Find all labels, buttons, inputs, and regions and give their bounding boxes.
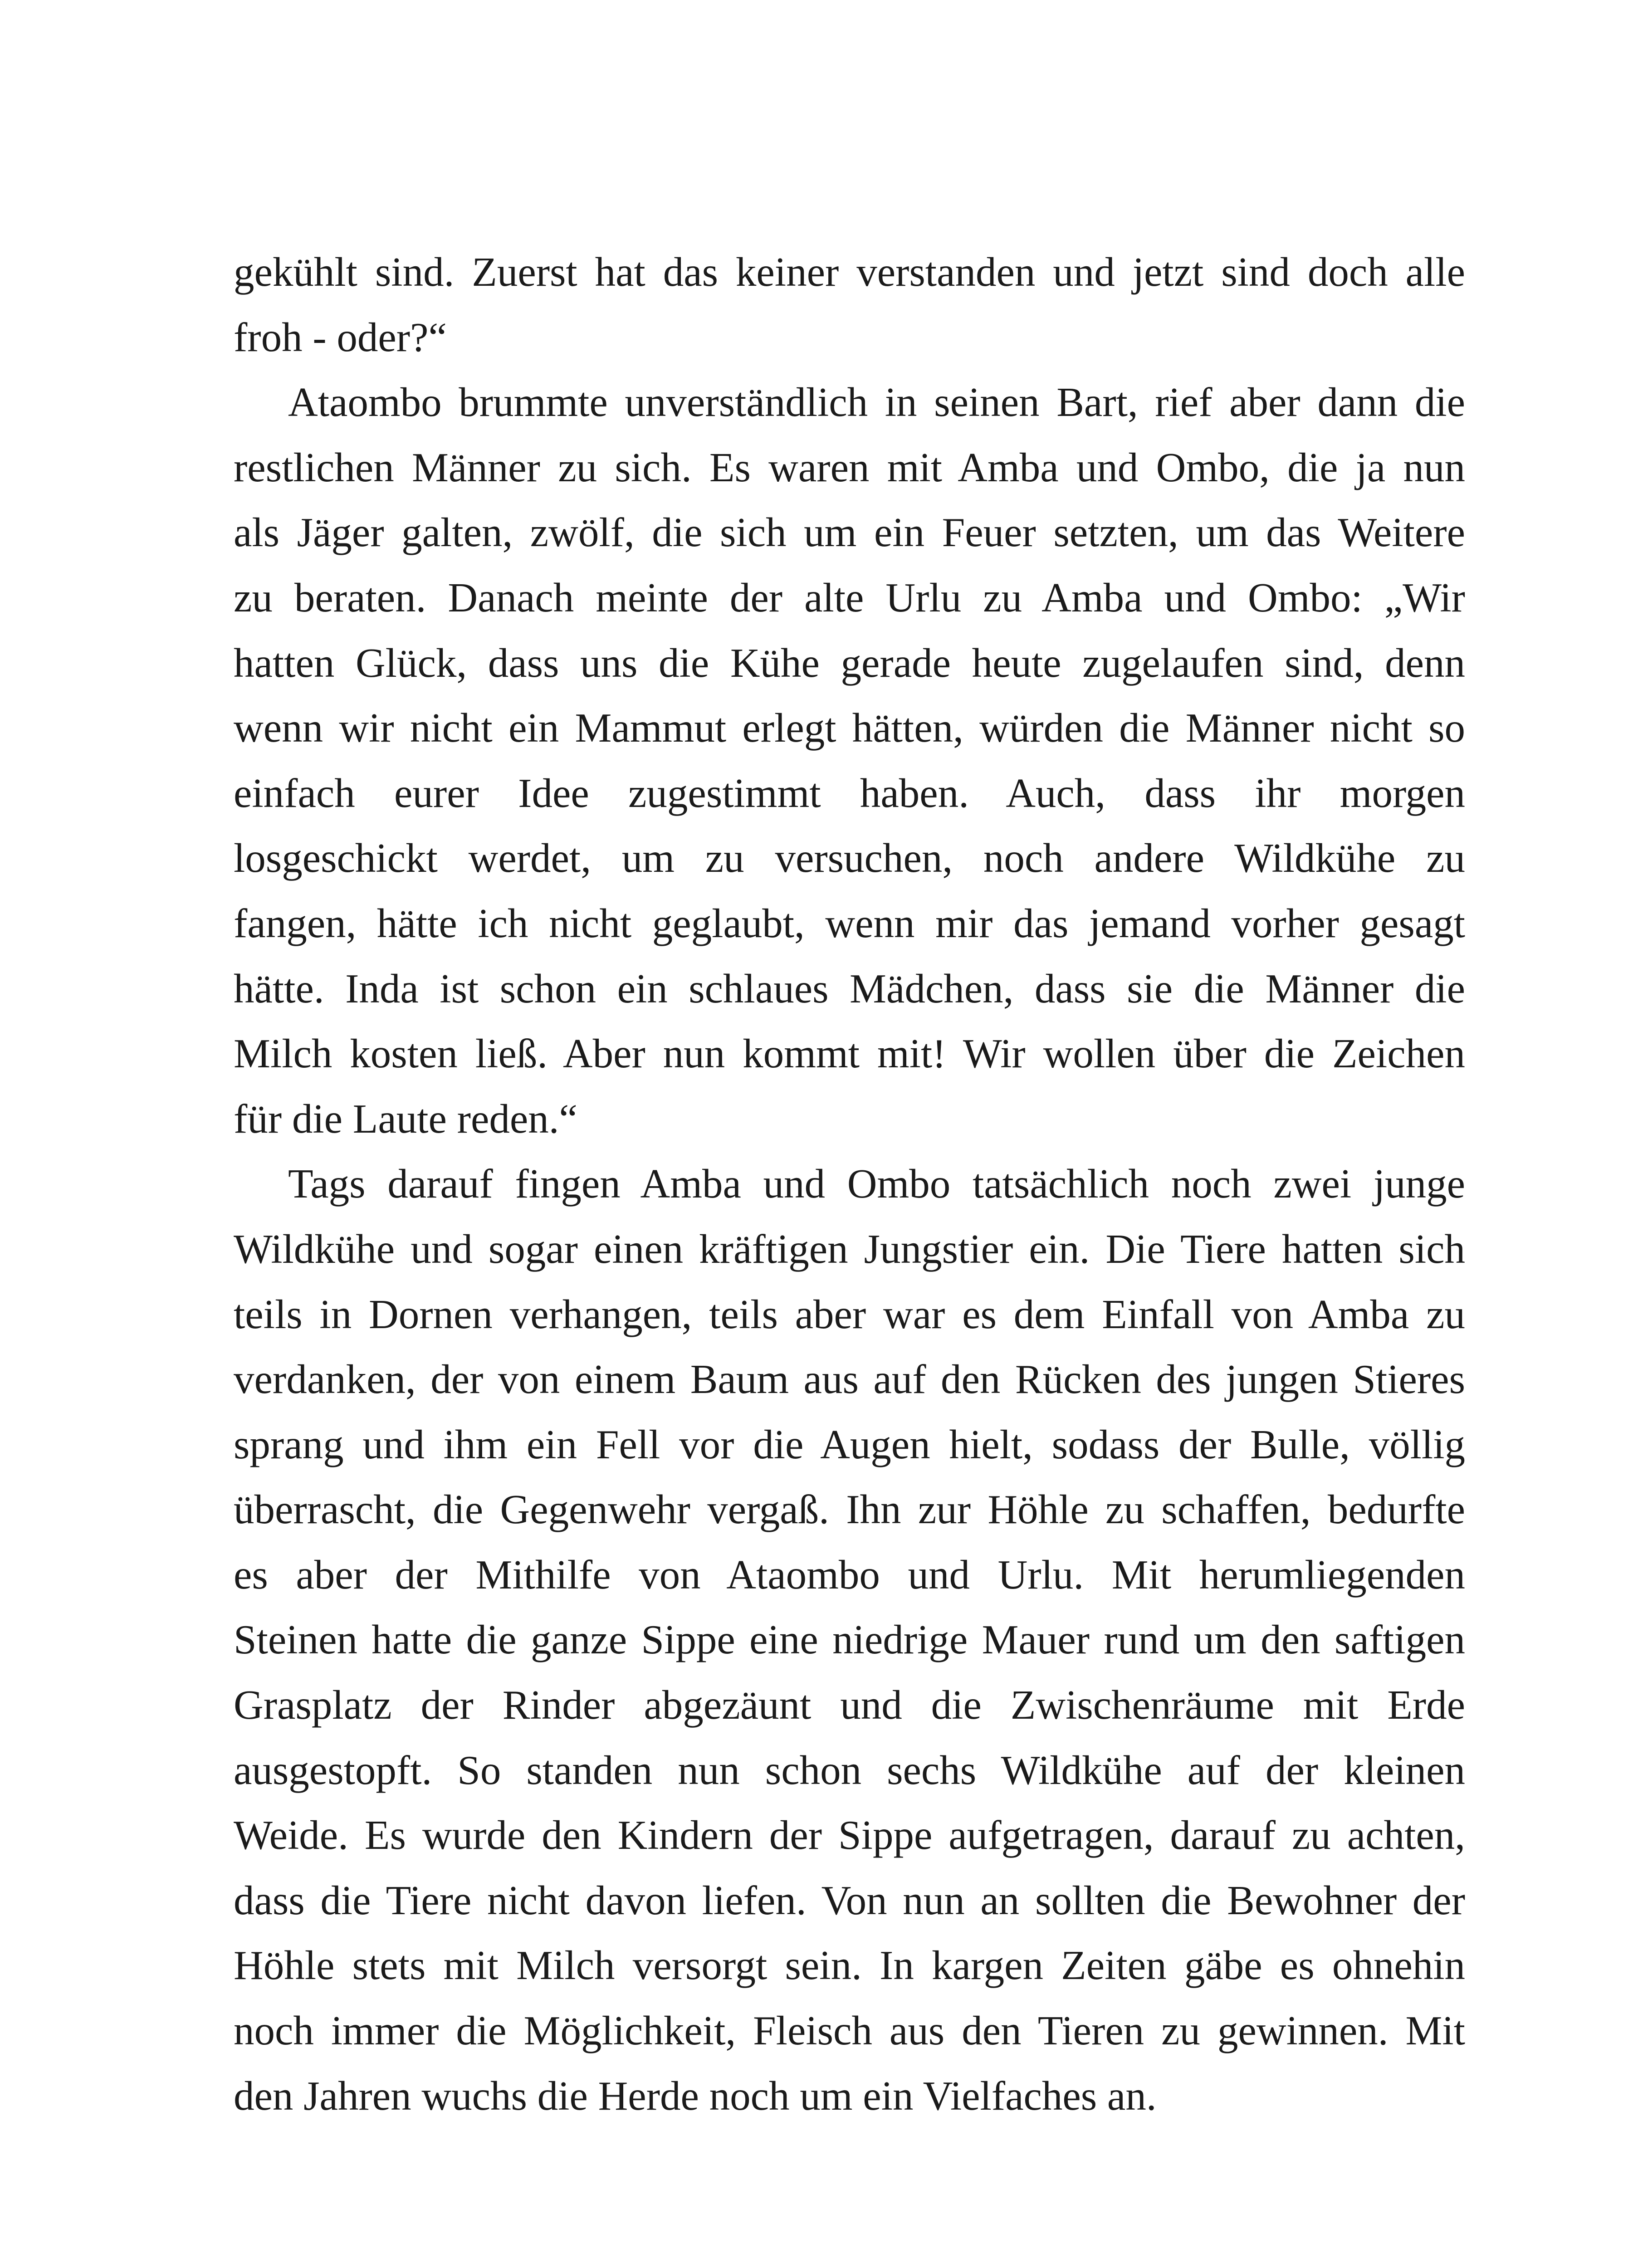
- text-line: dass die Tiere nicht davon liefen. Von nun an sollten die Bewohner der: [234, 1877, 1465, 1923]
- text-line: froh - oder?“: [234, 314, 447, 360]
- text-line: hätte. Inda ist schon ein schlaues Mädchen, dass sie die Männer die: [234, 965, 1465, 1012]
- text-line: für die Laute reden.“: [234, 1095, 577, 1142]
- text-line: Weide. Es wurde den Kindern der Sippe aufgetragen, darauf zu achten,: [234, 1812, 1465, 1858]
- text-line: Grasplatz der Rinder abgezäunt und die Zwischenräume mit Erde: [234, 1682, 1465, 1728]
- text-line: zu beraten. Danach meinte der alte Urlu zu Amba und Ombo: „Wir: [234, 574, 1465, 621]
- text-line: es aber der Mithilfe von Ataombo und Urlu. Mit herumliegenden: [234, 1551, 1465, 1598]
- text-line: noch immer die Möglichkeit, Fleisch aus den Tieren zu gewinnen. Mit: [234, 2008, 1465, 2054]
- text-line: ausgestopft. So standen nun schon sechs Wildkühe auf der kleinen: [234, 1747, 1465, 1793]
- text-line: überrascht, die Gegenwehr vergaß. Ihn zur Höhle zu schaffen, bedurfte: [234, 1486, 1465, 1533]
- text-line: gekühlt sind. Zuerst hat das keiner verstanden und jetzt sind doch alle: [234, 249, 1465, 295]
- text-line: restlichen Männer zu sich. Es waren mit Amba und Ombo, die ja nun: [234, 444, 1465, 490]
- text-line: Wildkühe und sogar einen kräftigen Jungstier ein. Die Tiere hatten sich: [234, 1226, 1465, 1272]
- text-line: verdanken, der von einem Baum aus auf den Rücken des jungen Stieres: [234, 1356, 1465, 1403]
- text-line: losgeschickt werdet, um zu versuchen, noch andere Wildkühe zu: [234, 835, 1465, 881]
- paragraph-first-line: Ataombo brummte unverständlich in seinen Bart, rief aber dann die: [288, 379, 1465, 425]
- text-line: sprang und ihm ein Fell vor die Augen hielt, sodass der Bulle, völlig: [234, 1421, 1465, 1467]
- text-line: wenn wir nicht ein Mammut erlegt hätten, würden die Männer nicht so: [234, 705, 1465, 751]
- text-line: fangen, hätte ich nicht geglaubt, wenn mir das jemand vorher gesagt: [234, 900, 1465, 946]
- text-line: hatten Glück, dass uns die Kühe gerade heute zugelaufen sind, denn: [234, 640, 1465, 686]
- body-text: [234, 240, 1465, 2128]
- paragraph-first-line: Tags darauf fingen Amba und Ombo tatsächlich noch zwei junge: [288, 1161, 1465, 1207]
- text-line: den Jahren wuchs die Herde noch um ein Vielfaches an.: [234, 2072, 1157, 2119]
- text-line: teils in Dornen verhangen, teils aber war es dem Einfall von Amba zu: [234, 1291, 1465, 1337]
- text-line: Milch kosten ließ. Aber nun kommt mit! Wir wollen über die Zeichen: [234, 1031, 1465, 1077]
- text-line: Höhle stets mit Milch versorgt sein. In kargen Zeiten gäbe es ohnehin: [234, 1942, 1465, 1989]
- text-line: als Jäger galten, zwölf, die sich um ein Feuer setzten, um das Weitere: [234, 509, 1465, 556]
- text-line: einfach eurer Idee zugestimmt haben. Auch, dass ihr morgen: [234, 770, 1465, 816]
- text-line: Steinen hatte die ganze Sippe eine niedrige Mauer rund um den saftigen: [234, 1617, 1465, 1663]
